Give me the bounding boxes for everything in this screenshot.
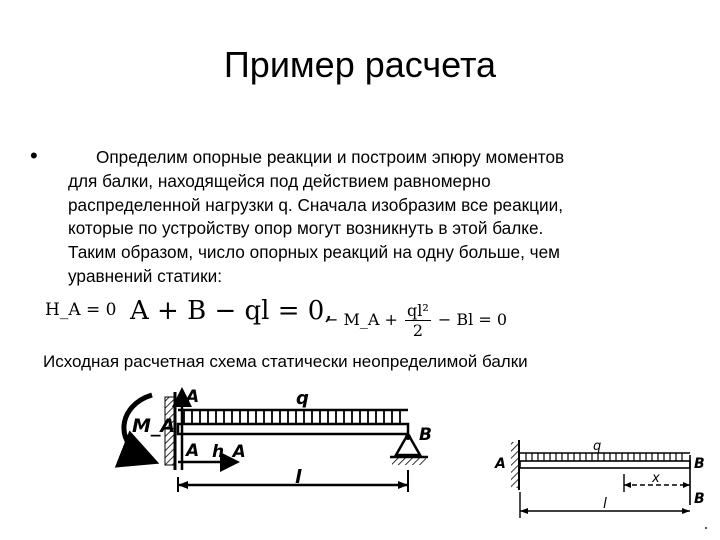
fraction-numerator: ql² — [407, 301, 429, 320]
paragraph-line: распределенной нагрузки q. Сначала изобразим все реакции, — [68, 194, 563, 215]
right-label-q: q — [593, 439, 602, 454]
equation-moment-right: − Bl = 0 — [437, 310, 508, 329]
right-label-B-bottom: B — [694, 491, 705, 507]
length-dimension-left — [178, 470, 408, 492]
diagram-caption: Исходная расчетная схема статически неопределимой балки — [43, 352, 528, 371]
fraction-denominator: 2 — [412, 321, 423, 340]
label-A-top: A — [186, 387, 200, 407]
paragraph-line: уравнений статики: — [68, 265, 222, 286]
right-beam-diagram — [494, 439, 705, 518]
equation-horizontal-balance: H_A = 0 — [45, 300, 117, 320]
label-moment-MA: M_A — [132, 415, 176, 437]
right-label-x: x — [652, 471, 660, 486]
paragraph-line: для балки, находящейся под действием равномерно — [68, 170, 491, 191]
label-length-l: l — [295, 466, 302, 488]
equation-vertical-balance: A + B − ql = 0, — [130, 296, 333, 326]
left-beam-diagram — [124, 387, 432, 492]
bullet-marker: • — [30, 143, 38, 168]
distributed-load — [178, 410, 408, 424]
paragraph-line: Таким образом, число опорных реакций на одну больше, чем — [68, 242, 560, 263]
right-distributed-load — [520, 453, 690, 461]
label-A-bottom: A — [186, 441, 200, 461]
beam — [178, 424, 408, 434]
label-load-q: q — [296, 388, 309, 409]
equation-moment-left: − M_A + — [325, 310, 398, 329]
right-beam — [520, 461, 690, 468]
corner-dot — [705, 527, 707, 529]
right-fixed-wall — [511, 442, 519, 488]
paragraph-line: Определим опорные реакции и построим эпюру моментов — [96, 147, 565, 167]
right-label-l: l — [603, 496, 607, 512]
slide-title: Пример расчета — [223, 44, 497, 85]
label-B: B — [419, 425, 432, 445]
paragraph-line: которые по устройству опор могут возникнуть в этой балке. — [68, 218, 544, 239]
right-label-A: A — [495, 456, 506, 472]
label-hA: h_A — [212, 442, 246, 462]
right-label-B-top: B — [694, 456, 705, 472]
